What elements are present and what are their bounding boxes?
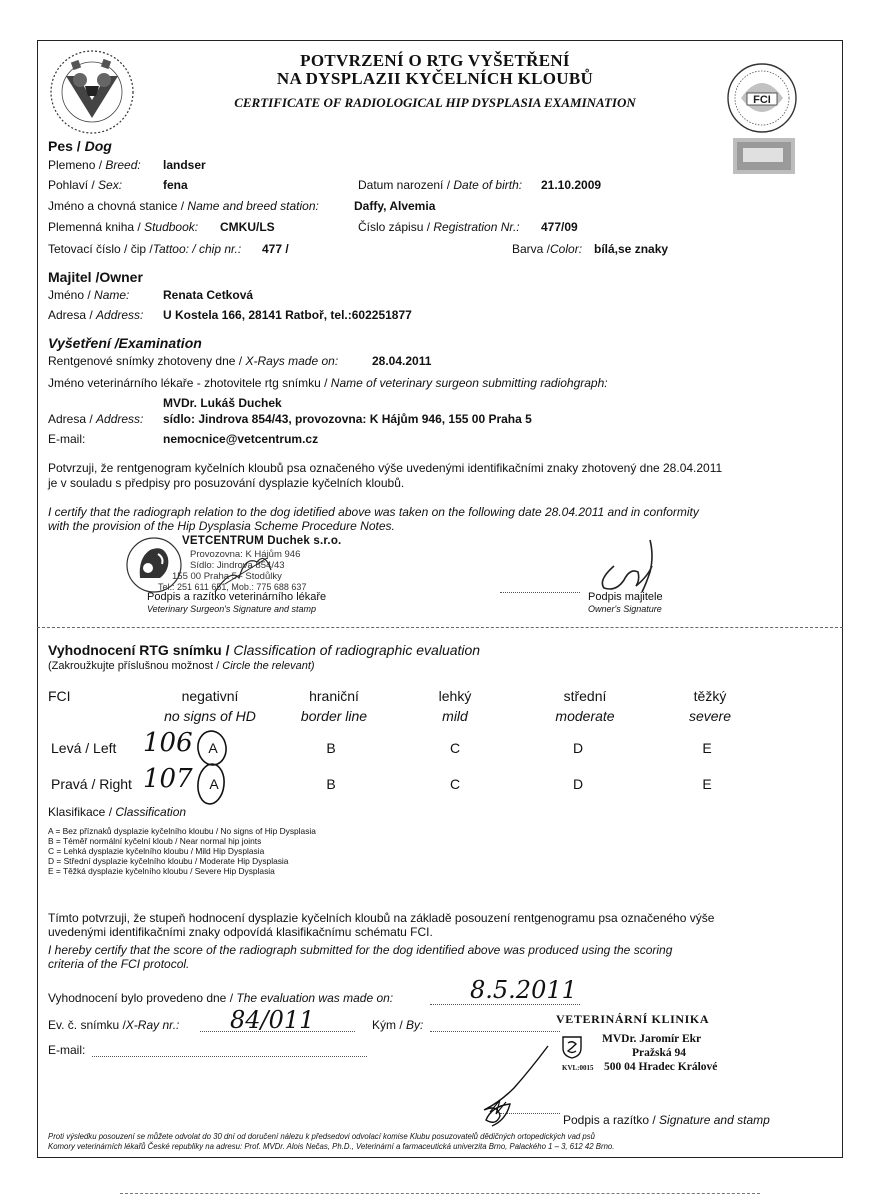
col-moderate-cz: střední [563,688,607,704]
signature-stamp-label: Podpis a razítko / Signature and stamp [563,1113,770,1127]
color-label: Barva /Color: [512,242,583,256]
owner-signature [590,536,670,596]
signature-stamp-line [500,1112,560,1114]
vet-address-value: sídlo: Jindrova 854/43, provozovna: K Hájům 946, 155 00 Praha 5 [163,412,532,426]
legend-d: D = Střední dysplazie kyčelního kloubu / Moderate Hip Dysplasia [48,856,289,866]
vet-email-value: nemocnice@vetcentrum.cz [163,432,319,446]
owner-signature-dots [500,591,580,593]
col-negative-cz: negativní [181,688,239,704]
color-value: bílá,se znaky [594,242,669,256]
club-logo [44,46,140,140]
vet-stamp-line-1: Provozovna: K Hájům 946 [190,549,301,560]
xray-date-value: 28.04.2011 [372,354,432,368]
owner-signature-label-cz: Podpis majitele [588,591,663,603]
evaluation-heading: Vyhodnocení RTG snímku / Classification of radiographic evaluation [48,642,481,658]
clinic-stamp-emblem [560,1034,584,1060]
row-right-grade-c: C [449,776,461,792]
circle-left-a [196,729,228,767]
row-left-grade-b: B [326,740,336,756]
sex-label: Pohlaví / Sex: [48,178,123,192]
evaluator-signature [470,1040,560,1130]
bottom-scan-marks [120,1192,760,1194]
clinic-stamp-line-3: Pražská 94 [632,1047,686,1059]
title-line-2: NA DYSPLAZII KYČELNÍCH KLOUBŮ [276,69,594,88]
studbook-value: CMKU/LS [220,220,275,234]
owner-name-value: Renata Cetková [163,288,254,302]
footer-line-1: Proti výsledku posouzení se můžete odvolat do 30 dní od doručení nálezu k předsedovi odvolací komise Klubu posuzovatelů dědičných ortopedických vad psů [48,1132,595,1141]
evaluated-label: Vyhodnocení bylo provedeno dne / The evaluation was made on: [48,991,394,1005]
certify-cz-line-1: Potvrzuji, že rentgenogram kyčelních kloubů psa označeného výše uvedenými identifikačními znaky zhotovený dne 28.04.2011 [48,461,723,475]
certify-en-line-1: I certify that the radiograph relation to the dog idetified above was taken on the following date 28.04.2011 and in conformity [48,505,699,519]
row-left-grade-c: C [449,740,461,756]
owner-heading: Majitel /Owner [48,269,143,285]
col-borderline-cz: hraniční [309,688,359,704]
row-left-grade-a: A [208,740,218,756]
legend-b: B = Téměř normální kyčelní kloub / Near normal hip joints [48,836,262,846]
certify-cz-line-2: je v souladu s předpisy pro posuzování dysplazie kyčelních kloubů. [48,476,405,490]
tattoo-value: 477 / [262,242,289,256]
confirm-en-line-1: I hereby certify that the score of the radiograph submitted for the dog identified above was produced using the scoring [48,943,673,957]
breed-label: Plemeno / Breed: [48,158,141,172]
col-mild-cz: lehký [438,688,472,704]
vet-name-value: MVDr. Lukáš Duchek [163,396,282,410]
circled-grade-marks [186,724,236,814]
dog-heading: Pes / Dog [48,138,112,154]
vet-stamp-line-2: Sídlo: Jindrova 854/43 [190,560,285,571]
dob-label: Datum narození / Date of birth: [358,178,523,192]
fci-logo [723,60,801,178]
vet-stamp-line-3: 155 00 Praha 5 - Stodůlky [172,571,282,582]
row-right-grade-b: B [326,776,336,792]
row-right-grade-e: E [702,776,712,792]
col-negative-en: no signs of HD [164,708,256,724]
classification-label: Klasifikace / Classification [48,805,187,819]
col-mild-en: mild [442,708,468,724]
evaluation-note: (Zakroužkujte příslušnou možnost / Circle the relevant) [48,660,315,672]
col-moderate-en: moderate [555,708,615,724]
dog-name-value: Daffy, Alvemia [354,199,436,213]
row-left-grade-e: E [702,740,712,756]
breed-value: landser [163,158,206,172]
row-right-hand-value: 107 [143,764,193,794]
footer-line-2: Komory veterinárních lékařů České republiky na adresu: Prof. MVDr. Alois Nečas, Ph.D., Veterinární a farmaceutická univerzita Brno, Palackého 1 – 3, 612 42 Brno. [48,1142,615,1151]
exam-heading: Vyšetření /Examination [48,335,202,351]
row-left-hand-value: 106 [143,728,193,758]
xray-nr-label: Ev. č. snímku /X-Ray nr.: [48,1018,180,1032]
legend-e: E = Těžká dysplazie kyčelního kloubu / Severe Hip Dysplasia [48,866,275,876]
row-right-grade-a: A [209,776,219,792]
owner-signature-label-en: Owner's Signature [588,604,662,614]
confirm-en-line-2: criteria of the FCI protocol. [48,957,190,971]
subtitle: CERTIFICATE OF RADIOLOGICAL HIP DYSPLASIA EXAMINATION [234,95,636,110]
evaluated-date-line [430,1003,580,1005]
by-line [430,1030,560,1032]
row-left-label: Levá / Left [51,740,117,756]
tattoo-label: Tetovací číslo / čip /Tattoo: / chip nr.: [48,242,242,256]
clinic-stamp-line-4: 500 04 Hradec Králové [604,1061,718,1073]
vet-signature-label-cz: Podpis a razítko veterinárního lékaře [147,591,327,603]
confirm-cz-line-1: Tímto potvrzuji, že stupeň hodnocení dysplazie kyčelních kloubů na základě posouzení rentgenogramu psa označeného výše [48,911,715,925]
xray-nr-handwritten: 84/011 [230,1006,315,1034]
col-severe-cz: těžký [693,688,727,704]
certify-en-line-2: with the provision of the Hip Dysplasia Scheme Procedure Notes. [48,519,395,533]
dog-name-label: Jméno a chovná stanice / Name and breed station: [48,199,319,213]
col-borderline-en: border line [300,708,368,724]
final-email-label: E-mail: [48,1043,86,1057]
vet-stamp-line-4: Tel.: 251 611 651, Mob.: 775 688 637 [158,582,307,592]
title-line-1: POTVRZENÍ O RTG VYŠETŘENÍ [300,51,570,70]
vet-name-label: Jméno veterinárního lékaře - zhotovitele rtg snímku / Name of veterinary surgeon submitting radiohgraph: [48,376,608,390]
vet-address-label: Adresa / Address: [48,412,144,426]
row-left-grade-d: D [572,740,584,756]
legend-a: A = Bez příznaků dysplazie kyčelního kloubu / No signs of Hip Dysplasia [48,826,316,836]
evaluated-date-handwritten: 8.5.2011 [470,976,577,1004]
section-divider [37,626,843,628]
xray-date-label: Rentgenové snímky zhotoveny dne / X-Rays made on: [48,354,339,368]
vet-signature-label-en: Veterinary Surgeon's Signature and stamp [147,604,316,614]
owner-address-value: U Kostela 166, 28141 Ratboř, tel.:602251877 [163,308,412,322]
sex-value: fena [163,178,188,192]
final-email-line [92,1055,367,1057]
clinic-stamp-line-1: VETERINÁRNÍ KLINIKA [556,1012,710,1026]
legend-c: C = Lehká dysplazie kyčelního kloubu / Mild Hip Dysplasia [48,846,265,856]
circle-right-a [196,763,226,805]
owner-name-label: Jméno / Name: [48,288,130,302]
clinic-stamp-line-2: MVDr. Jaromír Ekr [602,1033,702,1045]
row-right-label: Pravá / Right [51,776,132,792]
vet-email-label: E-mail: [48,432,86,446]
registration-label: Číslo zápisu / Registration Nr.: [358,220,520,234]
fci-column-label: FCI [48,688,71,704]
studbook-label: Plemenná kniha / Studbook: [48,220,199,234]
clinic-stamp-code: KVL:0015 [562,1064,594,1072]
registration-value: 477/09 [541,220,578,234]
col-severe-en: severe [688,708,732,724]
dob-value: 21.10.2009 [541,178,602,192]
row-right-grade-d: D [572,776,584,792]
confirm-cz-line-2: uvedenými identifikačními znaky odpovídá klasifikačnímu schématu FCI. [48,925,433,939]
vet-stamp-name: VETCENTRUM Duchek s.r.o. [182,535,342,547]
owner-address-label: Adresa / Address: [48,308,144,322]
fci-logo-text: FCI [753,94,771,106]
by-label: Kým / By: [372,1018,424,1032]
